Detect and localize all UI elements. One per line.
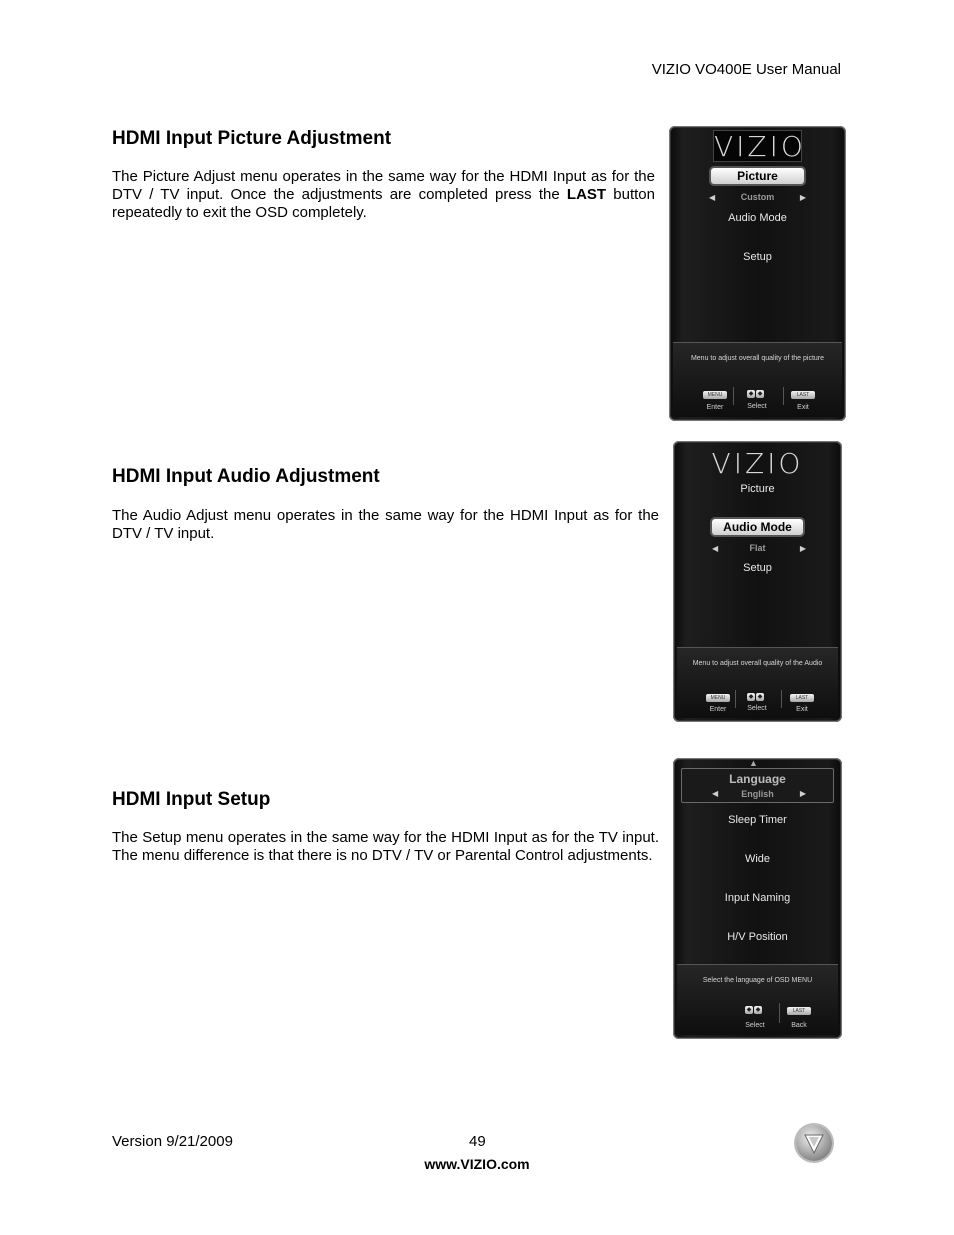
enter-label: Enter bbox=[709, 706, 727, 713]
osd-hint: Menu to adjust overall quality of the picture bbox=[690, 355, 825, 362]
language-value: English bbox=[741, 789, 774, 799]
osd-picture-menu bbox=[669, 126, 846, 421]
osd-setup-menu bbox=[673, 758, 842, 1039]
menu-item-sleep-timer[interactable]: Sleep Timer bbox=[728, 814, 787, 826]
divider bbox=[779, 1003, 780, 1023]
back-label: Back bbox=[791, 1022, 807, 1029]
select-label: Select bbox=[745, 1022, 765, 1029]
exit-label: Exit bbox=[797, 404, 809, 411]
section-body-picture: The Picture Adjust menu operates in the same way for the HDMI Input as for the DTV / TV input. Once the adjustments are completed press the LAST button repeatedly to exit the OSD completely. bbox=[112, 168, 655, 221]
section-title-setup: HDMI Input Setup bbox=[112, 789, 271, 810]
right-arrow-icon[interactable]: ▶ bbox=[799, 193, 806, 202]
divider bbox=[733, 387, 734, 405]
last-button[interactable]: LAST bbox=[791, 391, 815, 399]
website-link[interactable]: www.VIZIO.com bbox=[424, 1156, 530, 1172]
menu-item-picture[interactable]: Picture bbox=[740, 483, 775, 495]
osd-hint: Select the language of OSD MENU bbox=[702, 977, 813, 984]
exit-label: Exit bbox=[796, 706, 808, 713]
menu-button[interactable]: MENU bbox=[706, 694, 730, 702]
osd-footer bbox=[677, 964, 838, 1035]
section-title-picture: HDMI Input Picture Adjustment bbox=[112, 128, 392, 149]
scroll-up-icon[interactable]: ▲ bbox=[749, 758, 758, 768]
right-arrow-icon[interactable]: ▶ bbox=[799, 789, 806, 798]
language-selected-box[interactable] bbox=[681, 768, 834, 803]
picture-mode-value: Custom bbox=[740, 192, 775, 202]
select-label: Select bbox=[747, 403, 767, 410]
select-arrows-icon[interactable]: ◆ ◆ bbox=[746, 1007, 761, 1013]
language-label: Language bbox=[729, 772, 786, 786]
osd-hint: Menu to adjust overall quality of the Audio bbox=[692, 660, 823, 667]
menu-button[interactable]: MENU bbox=[703, 391, 727, 399]
audio-menu-item-selected[interactable]: Audio Mode bbox=[712, 519, 803, 535]
left-arrow-icon[interactable]: ◀ bbox=[712, 544, 719, 553]
right-arrow-icon[interactable]: ▶ bbox=[799, 544, 806, 553]
osd-footer bbox=[677, 647, 838, 718]
left-arrow-icon[interactable]: ◀ bbox=[712, 789, 719, 798]
audio-mode-value: Flat bbox=[749, 543, 766, 553]
section-title-audio: HDMI Input Audio Adjustment bbox=[112, 466, 380, 487]
select-label: Select bbox=[747, 705, 767, 712]
divider bbox=[781, 690, 782, 708]
select-arrows-icon[interactable]: ◆ ◆ bbox=[748, 391, 763, 397]
osd-footer bbox=[673, 342, 842, 417]
menu-item-input-naming[interactable]: Input Naming bbox=[724, 892, 791, 904]
vizio-v-logo-icon bbox=[796, 1125, 832, 1161]
menu-item-wide[interactable]: Wide bbox=[744, 853, 771, 865]
menu-item-audio-mode[interactable]: Audio Mode bbox=[728, 212, 787, 224]
left-arrow-icon[interactable]: ◀ bbox=[709, 193, 716, 202]
picture-menu-item-selected[interactable]: Picture bbox=[711, 168, 804, 184]
divider bbox=[783, 387, 784, 405]
section-body-setup: The Setup menu operates in the same way for the HDMI Input as for the TV input. The menu difference is that there is no DTV / TV or Parental Control adjustments. bbox=[112, 829, 659, 864]
vizio-logo: VIZIO bbox=[711, 447, 804, 480]
menu-item-setup[interactable]: Setup bbox=[743, 251, 772, 263]
page-number: 49 bbox=[469, 1133, 486, 1150]
vizio-logo: VIZIO bbox=[714, 130, 806, 163]
section-body-audio: The Audio Adjust menu operates in the same way for the HDMI Input as for the DTV / TV input. bbox=[112, 507, 659, 542]
last-button[interactable]: LAST bbox=[787, 1007, 811, 1015]
menu-item-hv-position[interactable]: H/V Position bbox=[727, 931, 788, 943]
select-arrows-icon[interactable]: ◆ ◆ bbox=[748, 694, 763, 700]
manual-title: VIZIO VO400E User Manual bbox=[651, 61, 841, 78]
last-button[interactable]: LAST bbox=[790, 694, 814, 702]
enter-label: Enter bbox=[706, 404, 724, 411]
version-text: Version 9/21/2009 bbox=[112, 1133, 233, 1150]
osd-audio-menu bbox=[673, 441, 842, 722]
menu-item-setup[interactable]: Setup bbox=[743, 562, 772, 574]
divider bbox=[735, 690, 736, 708]
